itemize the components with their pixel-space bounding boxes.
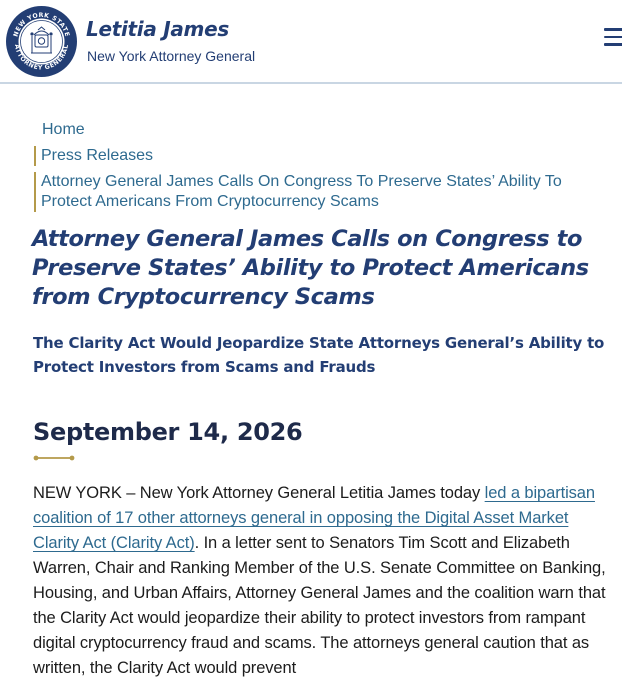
breadcrumb-current-page[interactable]: Attorney General James Calls On Congress To Preserve States’ Ability To Protect Americans From Cryptocurrency Scams [34, 172, 604, 212]
publish-date: September 14, 2026 [33, 418, 303, 446]
brand-subtitle: New York Attorney General [87, 48, 256, 64]
date-divider [33, 455, 75, 461]
brand-name[interactable]: Letitia James [86, 17, 229, 41]
body-intro: NEW YORK – New York Attorney General Letitia James today [33, 484, 485, 502]
site-header [0, 0, 622, 84]
breadcrumb-home[interactable]: Home [42, 121, 85, 138]
page-title: Attorney General James Calls on Congress to Preserve States’ Ability to Protect Americans from Cryptocurrency Scams [32, 226, 589, 310]
hamburger-menu-icon[interactable] [604, 28, 622, 46]
page-subtitle: The Clarity Act Would Jeopardize State Attorneys General’s Ability to Protect Investors from Scams and Frauds [33, 334, 605, 376]
body-rest: . In a letter sent to Senators Tim Scott and Elizabeth Warren, Chair and Ranking Member of the U.S. Senate Committee on Banking, Housing, and Urban Affairs, Attorney General James and the coalition warn that the Clarity Act would jeopardize their ability to protect investors from rampant digital cryptocurrency fraud and scams. The attorneys general caution that as written, the Clarity Act would prevent [33, 534, 606, 677]
svg-text:ATTORNEY GENERAL: ATTORNEY GENERAL [12, 43, 71, 72]
breadcrumb-press-releases[interactable]: Press Releases [34, 146, 604, 166]
ny-state-seal-icon[interactable] [5, 5, 78, 78]
svg-text:NEW YORK STATE: NEW YORK STATE [12, 11, 71, 38]
coalition-letter-link[interactable]: led a bipartisan coalition of 17 other attorneys general in opposing the Digital Asset Market Clarity Act (Clarity Act) [33, 484, 595, 552]
breadcrumb [34, 120, 604, 212]
article-body [33, 481, 613, 680]
